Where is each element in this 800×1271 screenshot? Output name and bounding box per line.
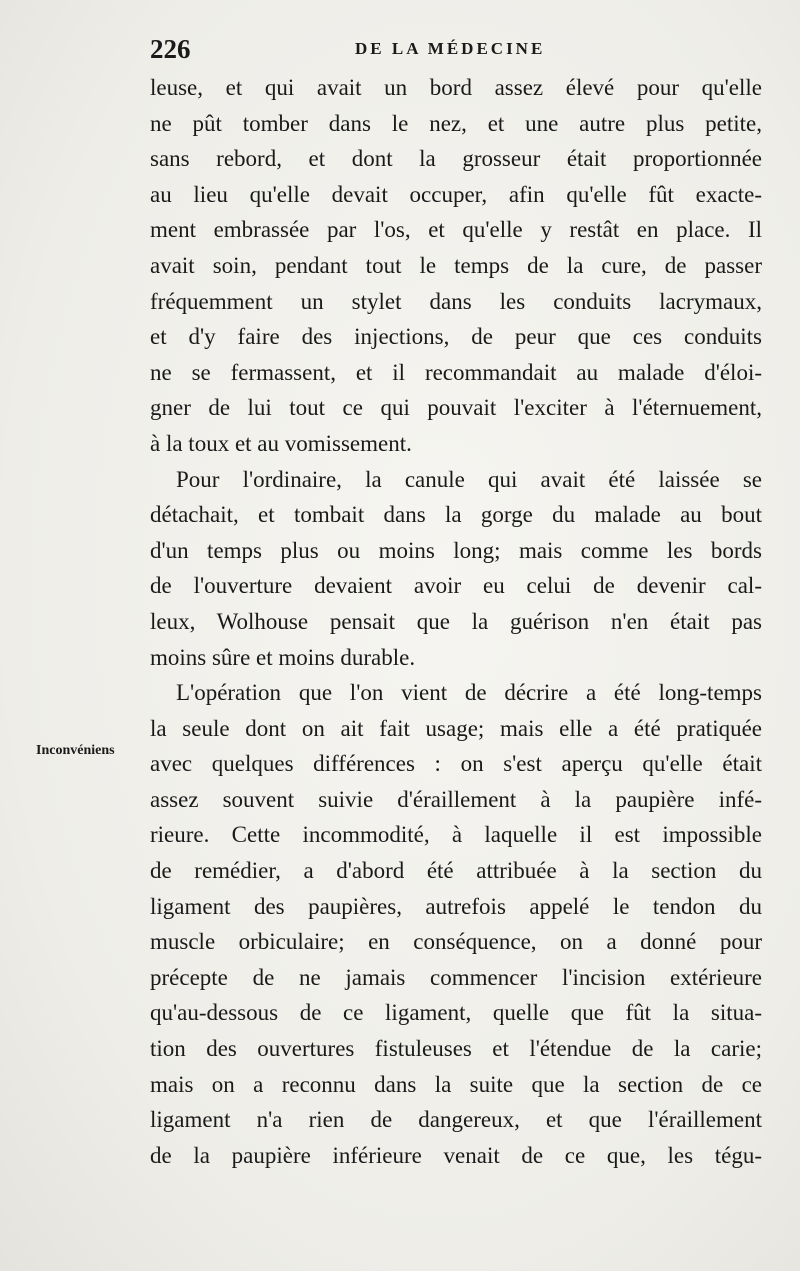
text-line: rieure. Cette incommodité, à laquelle il est impossible — [150, 822, 762, 848]
text-line: la seule dont on ait fait usage; mais elle a été pratiquée — [150, 715, 762, 741]
text-line: sans rebord, et dont la grosseur était proportionnée — [150, 146, 762, 172]
text-line: leuse, et qui avait un bord assez élevé pour qu'elle — [150, 75, 762, 100]
page-number: 226 — [150, 34, 191, 64]
text-line: ne pût tomber dans le nez, et une autre plus petite, — [150, 110, 762, 136]
text-line: avec quelques différences : on s'est aperçu qu'elle était — [150, 751, 762, 777]
running-head: DE LA MÉDECINE — [355, 39, 546, 58]
text-line: précepte de ne jamais commencer l'incision extérieure — [150, 964, 762, 990]
text-line: L'opération que l'on vient de décrire a été long-temps — [176, 680, 762, 706]
body-text — [150, 70, 762, 1173]
text-line: qu'au-dessous de ce ligament, quelle que fût la situa- — [150, 1000, 762, 1026]
text-line: muscle orbiculaire; en conséquence, on a donné pour — [150, 929, 762, 955]
text-line: ligament des paupières, autrefois appelé le tendon du — [150, 893, 762, 919]
text-line: leux, Wolhouse pensait que la guérison n'en était pas — [150, 608, 762, 634]
text-line: de la paupière inférieure venait de ce que, les tégu- — [150, 1142, 762, 1168]
text-line: et d'y faire des injections, de peur que ces conduits — [150, 324, 762, 350]
text-line: gner de lui tout ce qui pouvait l'exciter à l'éternuement, — [150, 395, 762, 421]
text-line: mais on a reconnu dans la suite que la section de ce — [150, 1071, 762, 1097]
text-line: fréquemment un stylet dans les conduits lacrymaux, — [150, 288, 762, 314]
text-line: à la toux et au vomissement. — [150, 430, 412, 456]
text-line: ment embrassée par l'os, et qu'elle y restât en place. Il — [150, 217, 762, 243]
text-line: détachait, et tombait dans la gorge du malade au bout — [150, 502, 762, 528]
text-line: assez souvent suivie d'éraillement à la paupière infé- — [150, 786, 762, 812]
text-line: au lieu qu'elle devait occuper, afin qu'elle fût exacte- — [150, 181, 762, 207]
text-line: ne se fermassent, et il recommandait au malade d'éloi- — [150, 359, 762, 385]
text-line: ligament n'a rien de dangereux, et que l'éraillement — [150, 1107, 762, 1133]
text-line: d'un temps plus ou moins long; mais comme les bords — [150, 537, 762, 563]
text-line: de remédier, a d'abord été attribuée à la section du — [150, 858, 762, 884]
text-line: avait soin, pendant tout le temps de la cure, de passer — [150, 252, 762, 278]
text-line: Pour l'ordinaire, la canule qui avait été laissée se — [176, 466, 762, 492]
text-line: de l'ouverture devaient avoir eu celui de devenir cal- — [150, 573, 762, 599]
page-header — [150, 34, 762, 64]
margin-note: Inconvéniens — [36, 743, 115, 758]
text-line: tion des ouvertures fistuleuses et l'étendue de la carie; — [150, 1036, 762, 1062]
text-line: moins sûre et moins durable. — [150, 644, 416, 670]
